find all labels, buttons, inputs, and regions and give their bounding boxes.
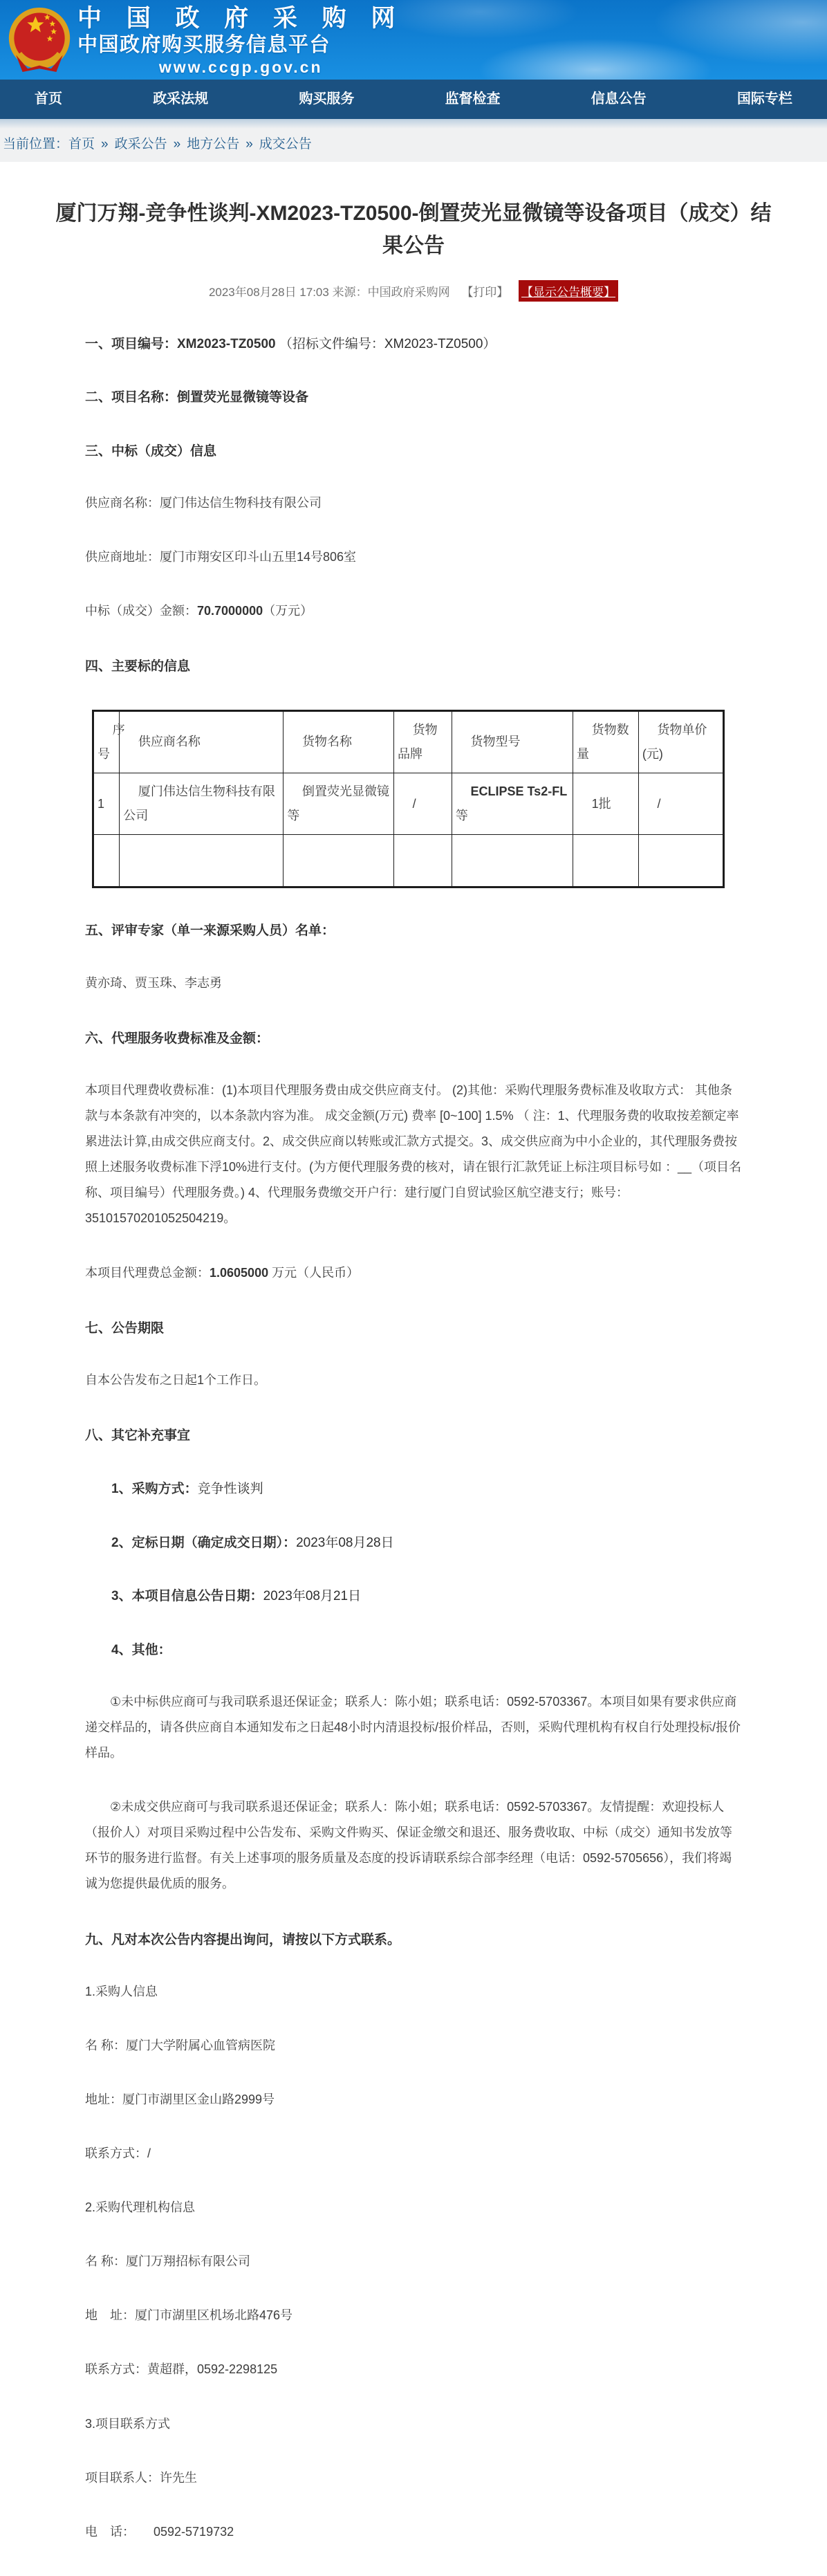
breadcrumb-award-announcements[interactable]: 成交公告 xyxy=(259,137,312,151)
agency-name-line: 名 称：厦门万翔招标有限公司 xyxy=(85,2254,250,2269)
agency-address-line: 地 址：厦门市湖里区机场北路476号 xyxy=(85,2308,293,2323)
nav-item-announcements[interactable]: 信息公告 xyxy=(591,91,647,107)
national-emblem-logo[interactable] xyxy=(7,4,72,75)
award-amount-line: 中标（成交）金额：70.7000000（万元） xyxy=(85,604,313,618)
section-5-experts: 五、评审专家（单一来源采购人员）名单： xyxy=(85,923,335,939)
col-header-unit-price: 货物单价(元) xyxy=(638,710,723,773)
table-row xyxy=(93,773,724,834)
show-summary-button[interactable]: 【显示公告概要】 xyxy=(519,280,618,302)
nav-item-regulations[interactable]: 政采法规 xyxy=(153,91,209,107)
project-phone-line: 电 话： 0592-5719732 xyxy=(85,2524,234,2539)
supplier-address-line: 供应商地址：厦门市翔安区印斗山五里14号806室 xyxy=(85,550,357,564)
nav-gradient-strip xyxy=(0,119,827,129)
breadcrumb-label: 当前位置： xyxy=(3,137,69,151)
col-header-model: 货物型号 xyxy=(452,710,573,773)
purchaser-contact-line: 联系方式：/ xyxy=(85,2146,151,2161)
agency-contact-line: 联系方式：黄超群，0592-2298125 xyxy=(85,2362,278,2377)
announcement-period-line: 自本公告发布之日起1个工作日。 xyxy=(85,1372,267,1387)
section-8-supplementary: 八、其它补充事宜 xyxy=(85,1428,191,1444)
breadcrumb-home[interactable]: 首页 xyxy=(68,137,95,151)
breadcrumb-separator: » xyxy=(173,137,181,151)
cell-supplier: 厦门伟达信生物科技有限公司 xyxy=(120,773,284,834)
cell-model: ECLIPSE Ts2-FL等 xyxy=(452,773,573,834)
purchaser-address-line: 地址：厦门市湖里区金山路2999号 xyxy=(85,2092,275,2107)
note-2-paragraph: ②未成交供应商可与我司联系退还保证金；联系人：陈小姐；联系电话：0592-5703367。友情提醒：欢迎投标人（报价人）对项目采购过程中公告发布、采购文件购买、保证金缴交和退还、服务费收取、中标（成交）通知书发放等环节的服务进行监督。有关上述事项的服务质量及态度的投诉请联系综合部李经理（电话：0592-5705656），我们将竭诚为您提供最优质的服务。 xyxy=(85,1800,732,1891)
agency-fee-total-line: 本项目代理费总金额：1.0605000 万元（人民币） xyxy=(85,1265,360,1280)
site-logo-text xyxy=(77,5,404,77)
breadcrumb-separator: » xyxy=(245,137,253,151)
sub-item-procurement-method: 1、采购方式：竞争性谈判 xyxy=(111,1482,263,1497)
cell-no: 1 xyxy=(93,773,120,834)
project-contact-person-line: 项目联系人：许先生 xyxy=(85,2470,197,2485)
col-header-quantity: 货物数量 xyxy=(573,710,639,773)
cell-quantity: 1批 xyxy=(573,773,639,834)
col-header-goods-name: 货物名称 xyxy=(284,710,394,773)
nav-item-home[interactable]: 首页 xyxy=(35,91,62,107)
site-header xyxy=(0,0,827,80)
nav-item-international[interactable]: 国际专栏 xyxy=(736,91,792,107)
page-title: 厦门万翔-竞争性谈判-XM2023-TZ0500-倒置荧光显微镜等设备项目（成交）结果公告 xyxy=(55,202,772,257)
breadcrumb-gov-announcements[interactable]: 政采公告 xyxy=(114,137,167,151)
project-contact-heading: 3.项目联系方式 xyxy=(85,2416,171,2431)
table-header-row xyxy=(93,710,724,773)
sub-item-others: 4、其他： xyxy=(111,1642,171,1657)
agency-fee-paragraph: 本项目代理费收费标准：(1)本项目代理服务费由成交供应商支付。 (2)其他：采购代理服务费标准及收取方式： 其他条款与本条款有冲突的，以本条款内容为准。 成交金额(万元) 费率 [0~100] 1.5% （ 注：1、代理服务费的收取按差额定率累进法计算,由成交供应商支付。2、成交供应商以转账或汇款方式提交。3、成交供应商为中小企业的，其代理服务费按照上述服务收费标准下浮10%进行支付。(为方便代理服务费的核对，请在银行汇款凭证上标注项目标号如 ：__（项目名称、项目编号）代理服务费。) 4、代理服务费缴交开户行：建行厦门自贸试验区航空港支行；账号：35101570201052504219。 xyxy=(85,1083,742,1226)
col-header-brand: 货物品牌 xyxy=(394,710,452,773)
note-1-paragraph: ①未中标供应商可与我司联系退还保证金；联系人：陈小姐；联系电话：0592-5703367。本项目如果有要求供应商递交样品的，请各供应商自本通知发布之日起48小时内清退投标/报价样品，否则，采购代理机构有权自行处理投标/报价样品。 xyxy=(85,1695,741,1760)
breadcrumb xyxy=(0,129,827,162)
section-6-agency-fee: 六、代理服务收费标准及金额： xyxy=(85,1031,270,1046)
print-button[interactable]: 【打印】 xyxy=(461,286,509,299)
section-4-main-subject: 四、主要标的信息 xyxy=(85,659,191,674)
site-title: 中 国 政 府 采 购 网 xyxy=(77,5,405,32)
agency-info-heading: 2.采购代理机构信息 xyxy=(85,2200,196,2215)
article-source: 来源：中国政府采购网 xyxy=(332,286,450,299)
breadcrumb-separator: » xyxy=(101,137,109,151)
site-subtitle: 中国政府购买服务信息平台 xyxy=(77,34,331,56)
nav-item-supervision[interactable]: 监督检查 xyxy=(445,91,501,107)
purchaser-info-heading: 1.采购人信息 xyxy=(85,1984,158,1998)
publish-datetime: 2023年08月28日 17:03 xyxy=(208,286,329,299)
cell-unit-price: / xyxy=(638,773,723,834)
nav-item-purchase-services[interactable]: 购买服务 xyxy=(299,91,355,107)
cell-goods-name: 倒置荧光显微镜等 xyxy=(284,773,394,834)
purchaser-name-line: 名 称：厦门大学附属心血管病医院 xyxy=(85,2039,275,2053)
supplier-name-line: 供应商名称：厦门伟达信生物科技有限公司 xyxy=(85,496,322,510)
section-9-contact: 九、凡对本次公告内容提出询问，请按以下方式联系。 xyxy=(85,1932,401,1947)
sub-item-award-date: 2、定标日期（确定成交日期）：2023年08月28日 xyxy=(111,1535,394,1550)
col-header-no: 序号 xyxy=(93,710,120,773)
cell-brand: / xyxy=(394,773,452,834)
site-url: www.ccgp.gov.cn xyxy=(158,58,323,76)
section-7-announcement-period: 七、公告期限 xyxy=(85,1321,165,1336)
goods-table xyxy=(92,710,725,888)
table-empty-row xyxy=(93,835,724,887)
main-nav xyxy=(0,80,827,119)
article-meta xyxy=(0,280,827,302)
breadcrumb-local-announcements[interactable]: 地方公告 xyxy=(187,137,240,151)
announcement-body xyxy=(85,334,742,2576)
col-header-supplier: 供应商名称 xyxy=(120,710,284,773)
section-3-award-info: 三、中标（成交）信息 xyxy=(85,443,217,459)
section-2-project-name: 二、项目名称：倒置荧光显微镜等设备 xyxy=(85,390,309,405)
sub-item-publish-date: 3、本项目信息公告日期：2023年08月21日 xyxy=(111,1589,362,1604)
section-1-project-number: 一、项目编号：XM2023-TZ0500 （招标文件编号：XM2023-TZ0500） xyxy=(85,337,496,351)
experts-list: 黄亦琦、贾玉珠、李志勇 xyxy=(85,975,222,990)
